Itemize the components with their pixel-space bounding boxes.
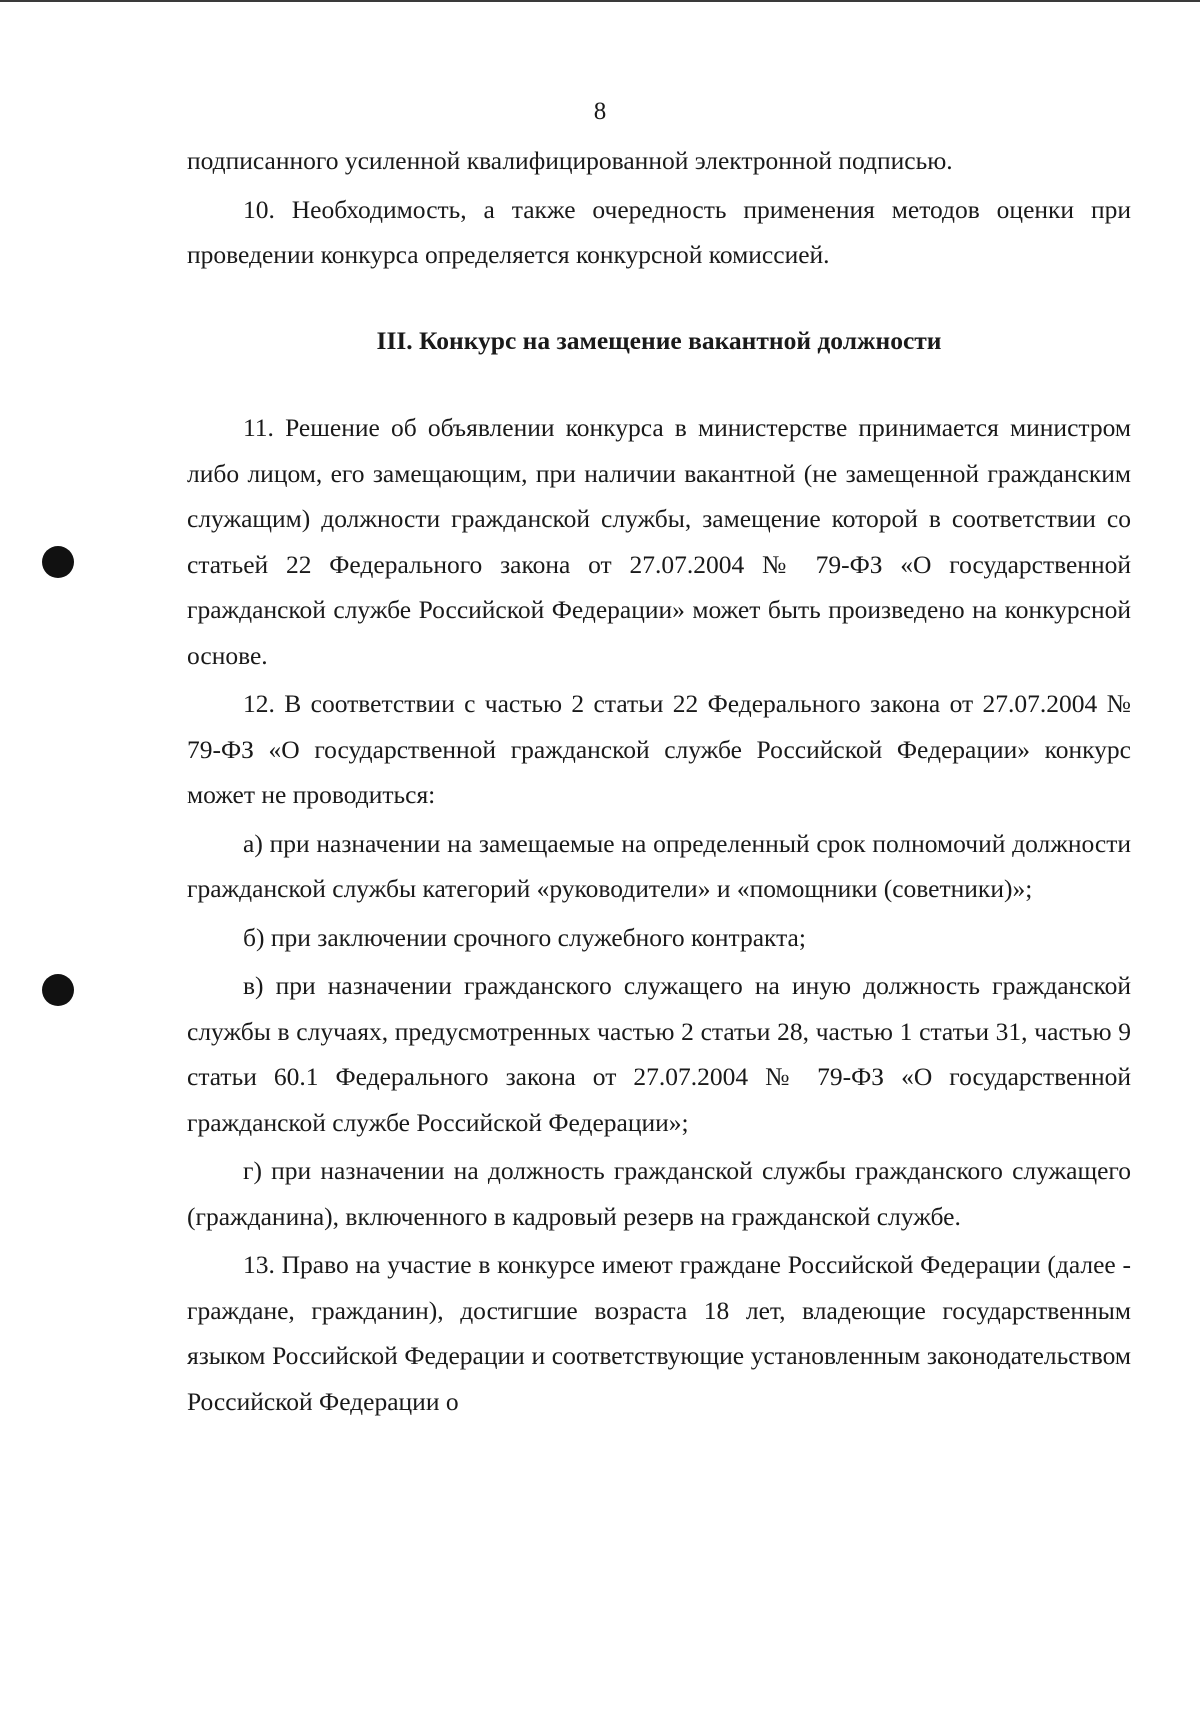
punch-hole-upper	[42, 546, 74, 578]
punch-hole-lower	[42, 974, 74, 1006]
paragraph-12: 12. В соответствии с частью 2 статьи 22 Федерального закона от 27.07.2004 № 79-ФЗ «О государственной гражданской службе Российской Федерации» конкурс может не проводиться:	[187, 689, 1131, 809]
section-heading: III. Конкурс на замещение вакантной должности	[376, 325, 942, 355]
list-item-v: в) при назначении гражданского служащего на иную должность гражданской службы в случаях, предусмотренных частью 2 статьи 28, частью 1 статьи 31, частью 9 статьи 60.1 Федерального закона от 27.07.2004 № 79-ФЗ «О государственной гражданской службе Российской Федерации»;	[187, 971, 1131, 1137]
list-item-g: г) при назначении на должность гражданской службы гражданского служащего (гражданина), включенного в кадровый резерв на гражданской службе.	[187, 1156, 1131, 1231]
paragraph-continuation: подписанного усиленной квалифицированной электронной подписью.	[187, 146, 953, 175]
list-item-a: а) при назначении на замещаемые на определенный срок полномочий должности гражданской службы категорий «руководители» и «помощники (советники)»;	[187, 828, 1131, 903]
paragraph-13: 13. Право на участие в конкурсе имеют граждане Российской Федерации (далее - граждане, гражданин), достигшие возраста 18 лет, владеющие государственным языком Российской Федерации и соответствующие установленным законодательством Российской Федерации о	[187, 1250, 1131, 1416]
list-item-b: б) при заключении срочного служебного контракта;	[243, 922, 806, 952]
page-number: 8	[593, 98, 607, 125]
document-body	[187, 138, 1131, 1427]
scan-top-edge-line	[0, 0, 1200, 2]
paragraph-10: 10. Необходимость, а также очередность применения методов оценки при проведении конкурса определяется конкурсной комиссией.	[187, 194, 1131, 269]
paragraph-11: 11. Решение об объявлении конкурса в министерстве принимается министром либо лицом, его замещающим, при наличии вакантной (не замещенной гражданским служащим) должности гражданской службы, замещение которой в соответствии со статьей 22 Федерального закона от 27.07.2004 № 79-ФЗ «О государственной гражданской службе Российской Федерации» может быть произведено на конкурсной основе.	[187, 413, 1131, 670]
